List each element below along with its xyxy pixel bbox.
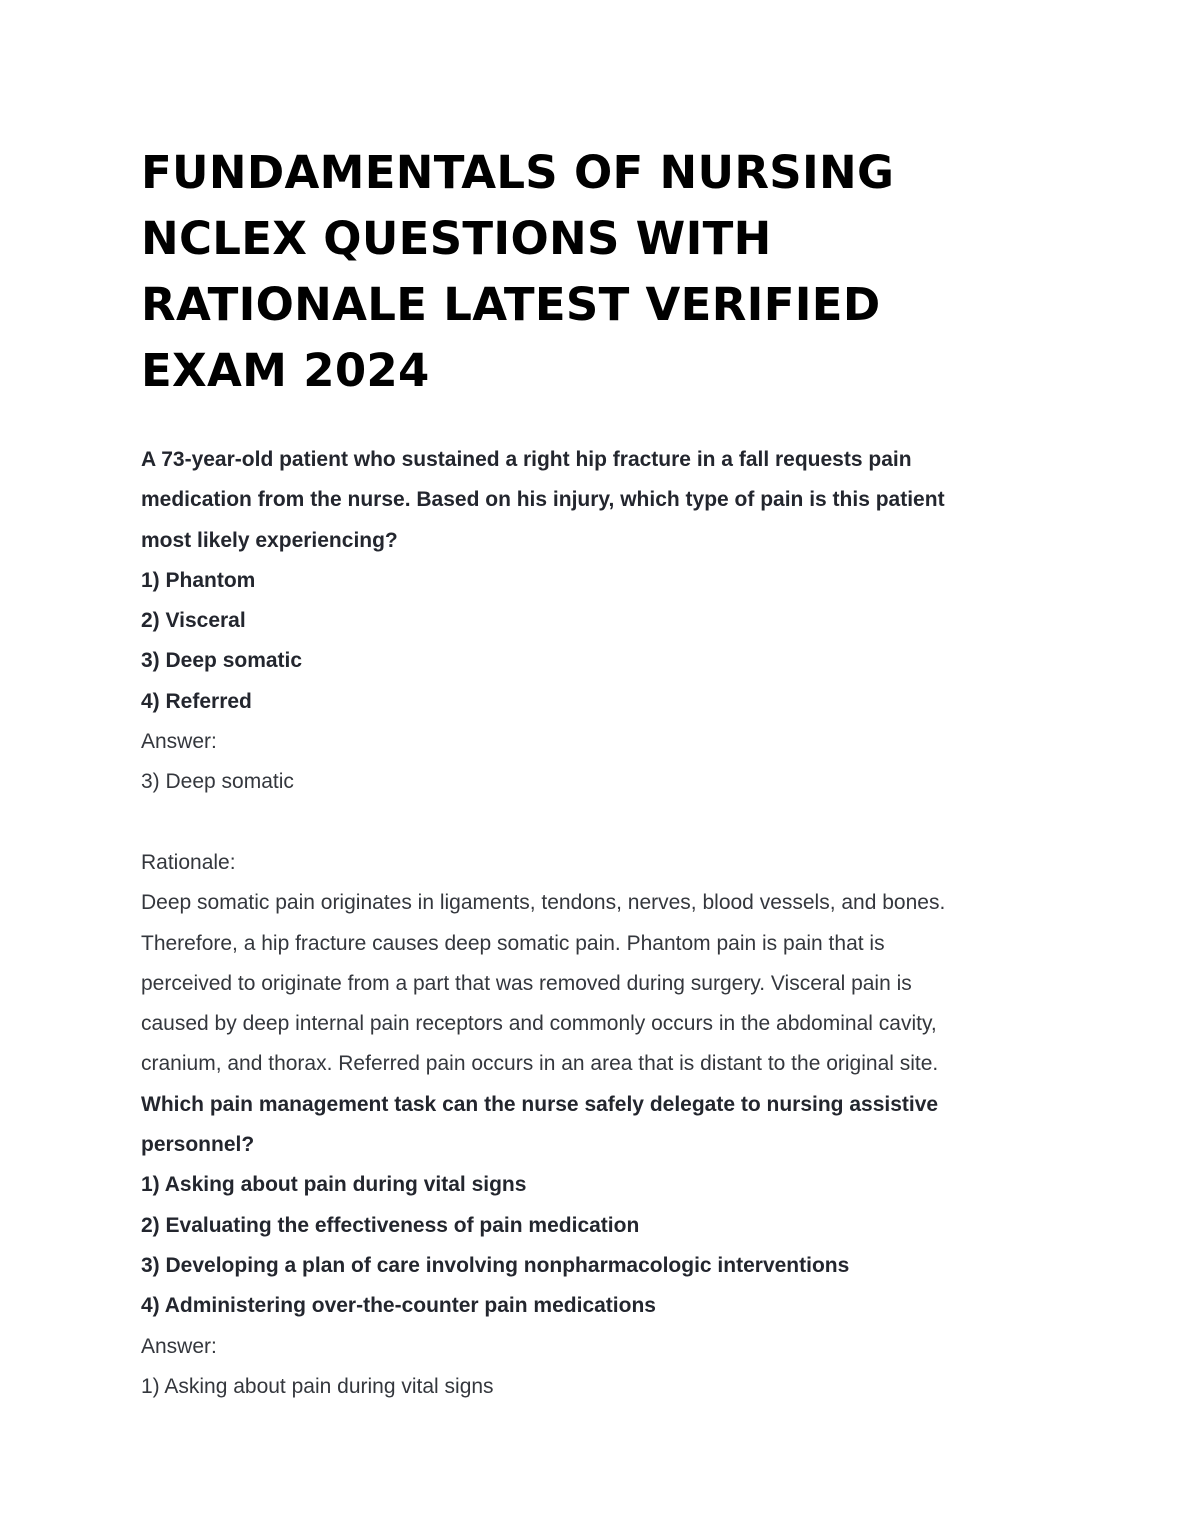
rationale-line: Therefore, a hip fracture causes deep somatic pain. Phantom pain is pain that is bbox=[141, 931, 885, 955]
answer-option: 1) Asking about pain during vital signs bbox=[141, 1173, 527, 1197]
answer-label: Answer: bbox=[141, 1334, 217, 1358]
answer-option: 3) Developing a plan of care involving nonpharmacologic interventions bbox=[141, 1253, 850, 1277]
answer-option: 1) Phantom bbox=[141, 568, 256, 592]
document-title bbox=[141, 140, 1061, 404]
title-line: FUNDAMENTALS OF NURSING bbox=[141, 146, 895, 199]
rationale-label: Rationale: bbox=[141, 850, 236, 874]
answer-option: 2) Visceral bbox=[141, 609, 246, 633]
answer-label: Answer: bbox=[141, 730, 217, 754]
title-line: RATIONALE LATEST VERIFIED bbox=[141, 278, 881, 331]
rationale-line: perceived to originate from a part that was removed during surgery. Visceral pain is bbox=[141, 971, 912, 995]
question-stem-line: Which pain management task can the nurse safely delegate to nursing assistive bbox=[141, 1092, 939, 1116]
answer-option: 3) Deep somatic bbox=[141, 649, 303, 673]
answer-option: 4) Administering over-the-counter pain medications bbox=[141, 1294, 656, 1318]
question-stem-line: A 73-year-old patient who sustained a right hip fracture in a fall requests pain bbox=[141, 448, 912, 471]
rationale-line: Deep somatic pain originates in ligaments, tendons, nerves, blood vessels, and bones. bbox=[141, 891, 946, 915]
rationale-line: caused by deep internal pain receptors and commonly occurs in the abdominal cavity, bbox=[141, 1012, 937, 1036]
answer-option: 4) Referred bbox=[141, 689, 252, 713]
spacer bbox=[141, 803, 1061, 843]
question-stem-line: personnel? bbox=[141, 1133, 255, 1157]
title-line: NCLEX QUESTIONS WITH bbox=[141, 212, 772, 265]
correct-answer: 3) Deep somatic bbox=[141, 770, 294, 794]
question-block-2 bbox=[141, 1085, 1061, 1407]
question-stem-line: most likely experiencing? bbox=[141, 528, 398, 552]
rationale-line: cranium, and thorax. Referred pain occurs in an area that is distant to the original site. bbox=[141, 1052, 939, 1076]
document-page bbox=[141, 140, 1061, 1407]
answer-option: 2) Evaluating the effectiveness of pain medication bbox=[141, 1213, 640, 1237]
question-stem-line: medication from the nurse. Based on his injury, which type of pain is this patient bbox=[141, 488, 945, 512]
correct-answer: 1) Asking about pain during vital signs bbox=[141, 1374, 494, 1398]
title-line: EXAM 2024 bbox=[141, 344, 430, 397]
question-block-1 bbox=[141, 440, 1061, 1085]
